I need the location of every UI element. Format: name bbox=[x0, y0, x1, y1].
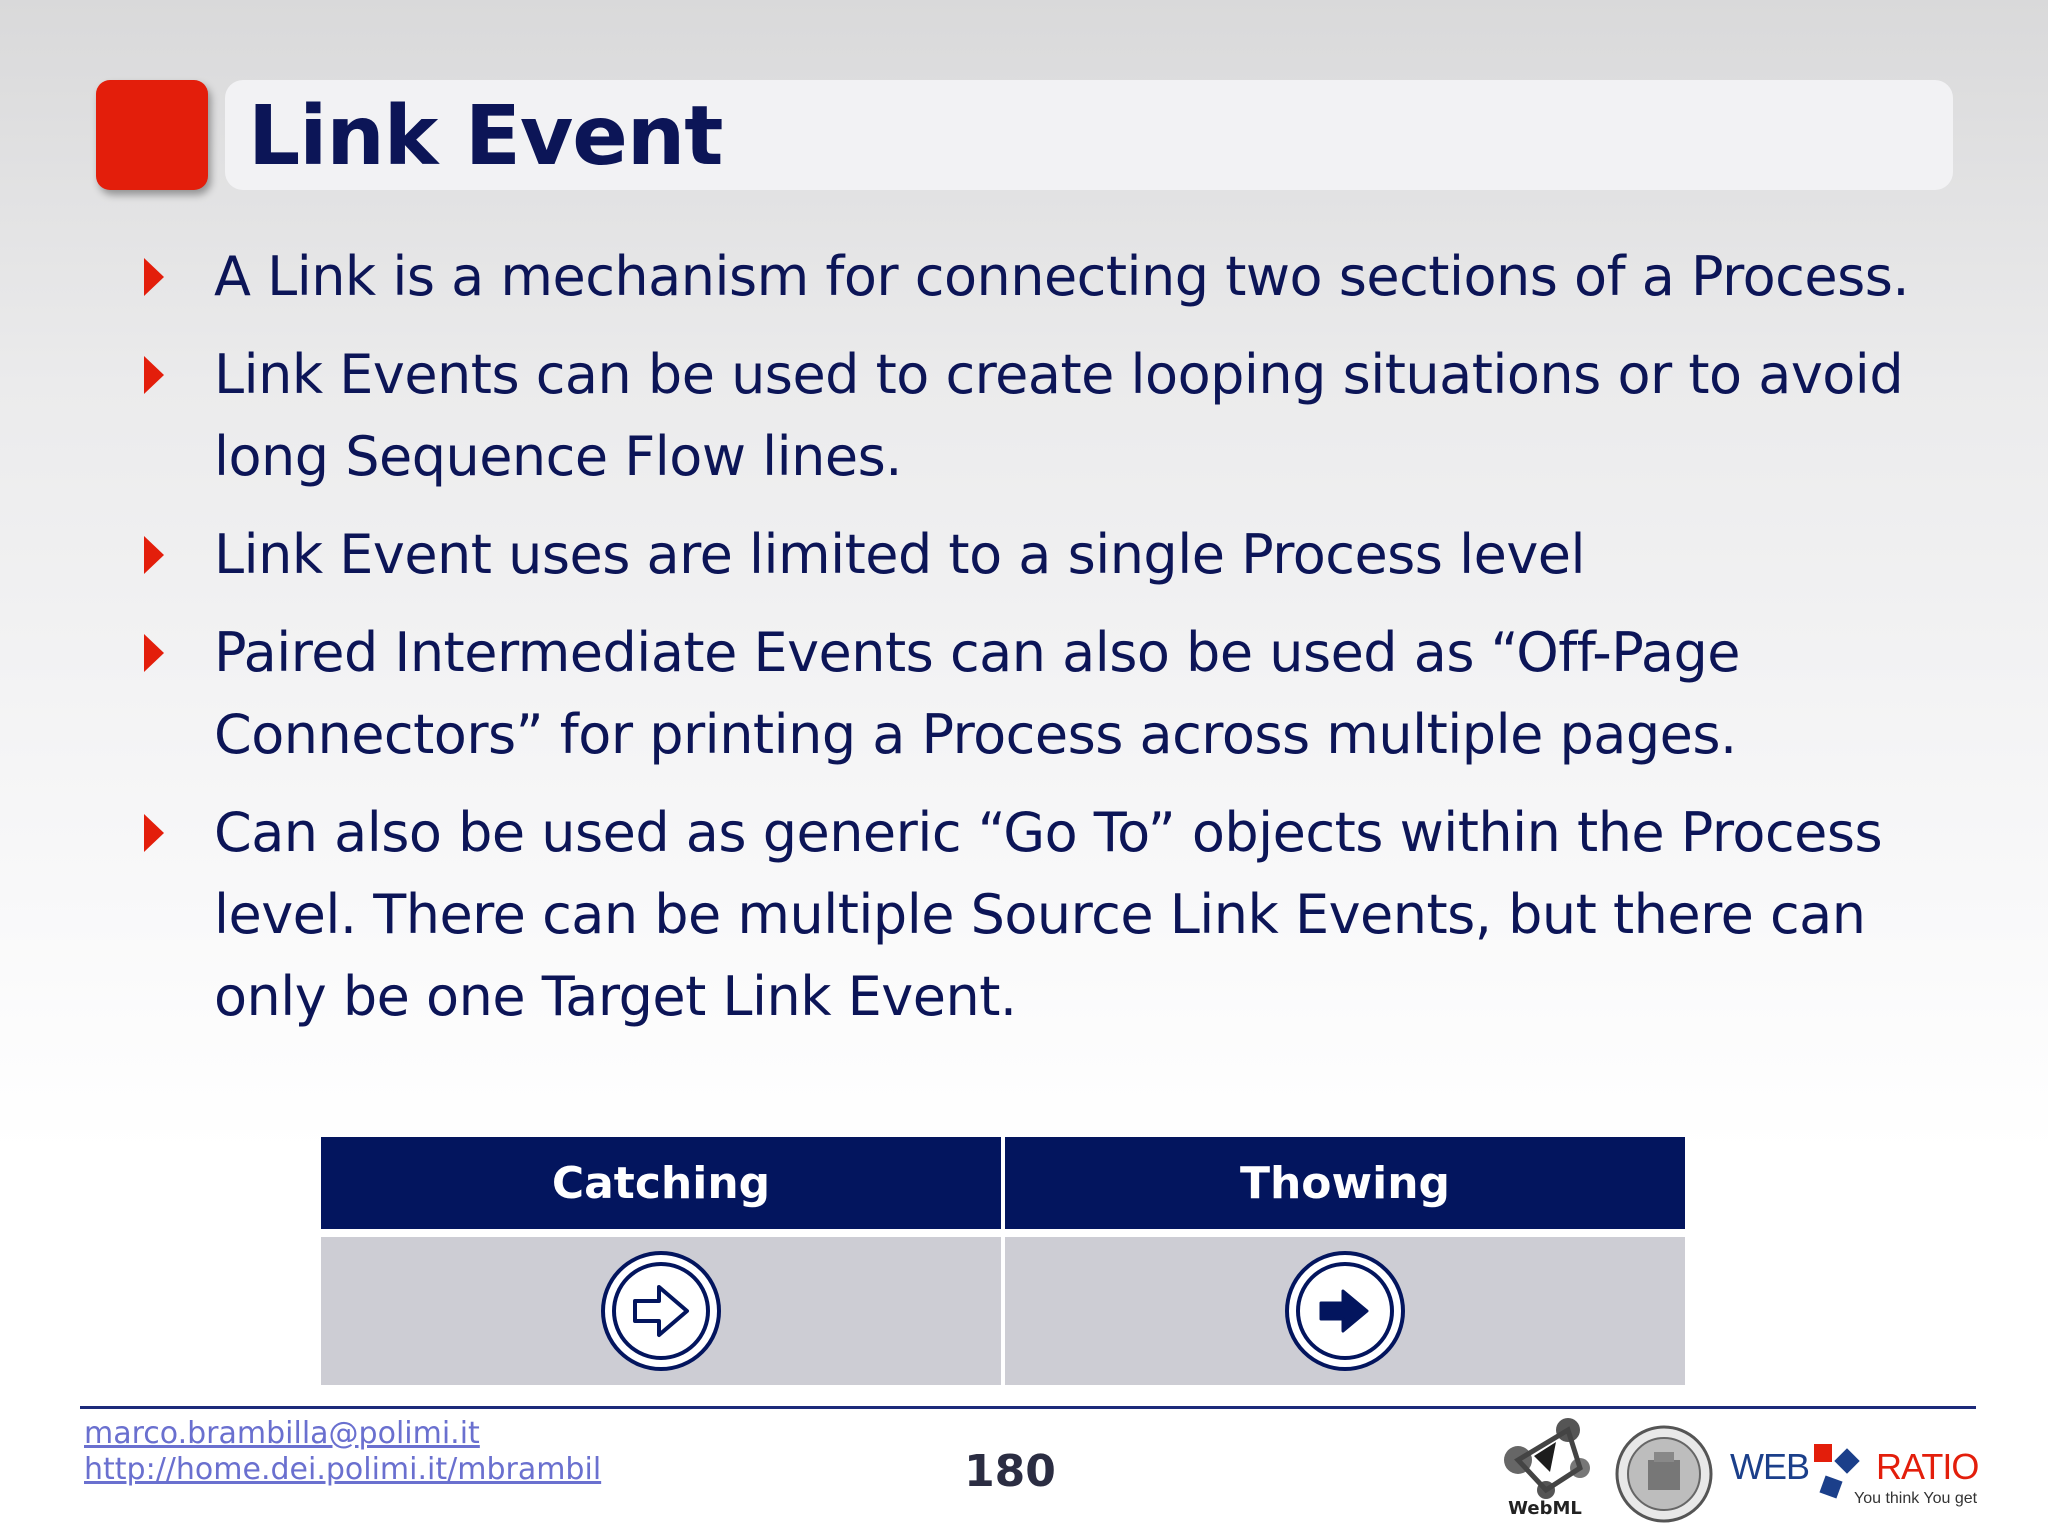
email-link[interactable]: marco.brambilla@polimi.it bbox=[84, 1416, 480, 1451]
webratio-ratio-text: RATIO bbox=[1876, 1446, 1979, 1487]
bullet-arrow-icon bbox=[144, 258, 164, 296]
link-event-throwing-icon bbox=[1283, 1249, 1407, 1373]
bullet-item bbox=[136, 236, 1916, 318]
homepage-link[interactable]: http://home.dei.polimi.it/mbrambil bbox=[84, 1452, 602, 1487]
webratio-logo bbox=[1730, 1440, 1980, 1520]
bullet-list bbox=[136, 236, 1916, 1054]
table-header-throwing: Thowing bbox=[1005, 1137, 1685, 1229]
table-header-catching: Catching bbox=[321, 1137, 1001, 1229]
bullet-arrow-icon bbox=[144, 536, 164, 574]
webratio-tagline: You think You get bbox=[1854, 1490, 1978, 1507]
bullet-arrow-icon bbox=[144, 814, 164, 852]
page-number: 180 bbox=[964, 1446, 1056, 1497]
bullet-arrow-icon bbox=[144, 356, 164, 394]
footer-contact bbox=[84, 1416, 601, 1488]
bullet-text: A Link is a mechanism for connecting two sections of a Process. bbox=[214, 245, 1910, 308]
bullet-text: Link Events can be used to create looping situations or to avoid long Sequence Flow lines. bbox=[214, 343, 1904, 488]
slide-title: Link Event bbox=[248, 89, 723, 184]
webml-logo-text: WebML bbox=[1508, 1498, 1582, 1519]
table-cell-throwing bbox=[1005, 1237, 1685, 1385]
footer-divider bbox=[80, 1406, 1976, 1409]
link-event-catching-icon bbox=[599, 1249, 723, 1373]
webratio-web-text: WEB bbox=[1730, 1446, 1810, 1487]
bullet-arrow-icon bbox=[144, 634, 164, 672]
bullet-item bbox=[136, 514, 1916, 596]
title-accent-square bbox=[96, 80, 208, 190]
table-cell-catching bbox=[321, 1237, 1001, 1385]
polimi-seal-icon bbox=[1614, 1424, 1714, 1524]
link-event-table bbox=[321, 1137, 1685, 1385]
bullet-text: Link Event uses are limited to a single Process level bbox=[214, 523, 1586, 586]
bullet-item bbox=[136, 612, 1916, 776]
bullet-item bbox=[136, 334, 1916, 498]
bullet-item bbox=[136, 792, 1916, 1038]
bullet-text: Can also be used as generic “Go To” objects within the Process level. There can be multiple Source Link Events, but there can only be one Target Link Event. bbox=[214, 801, 1883, 1028]
bullet-text: Paired Intermediate Events can also be used as “Off-Page Connectors” for printing a Process across multiple pages. bbox=[214, 621, 1740, 766]
